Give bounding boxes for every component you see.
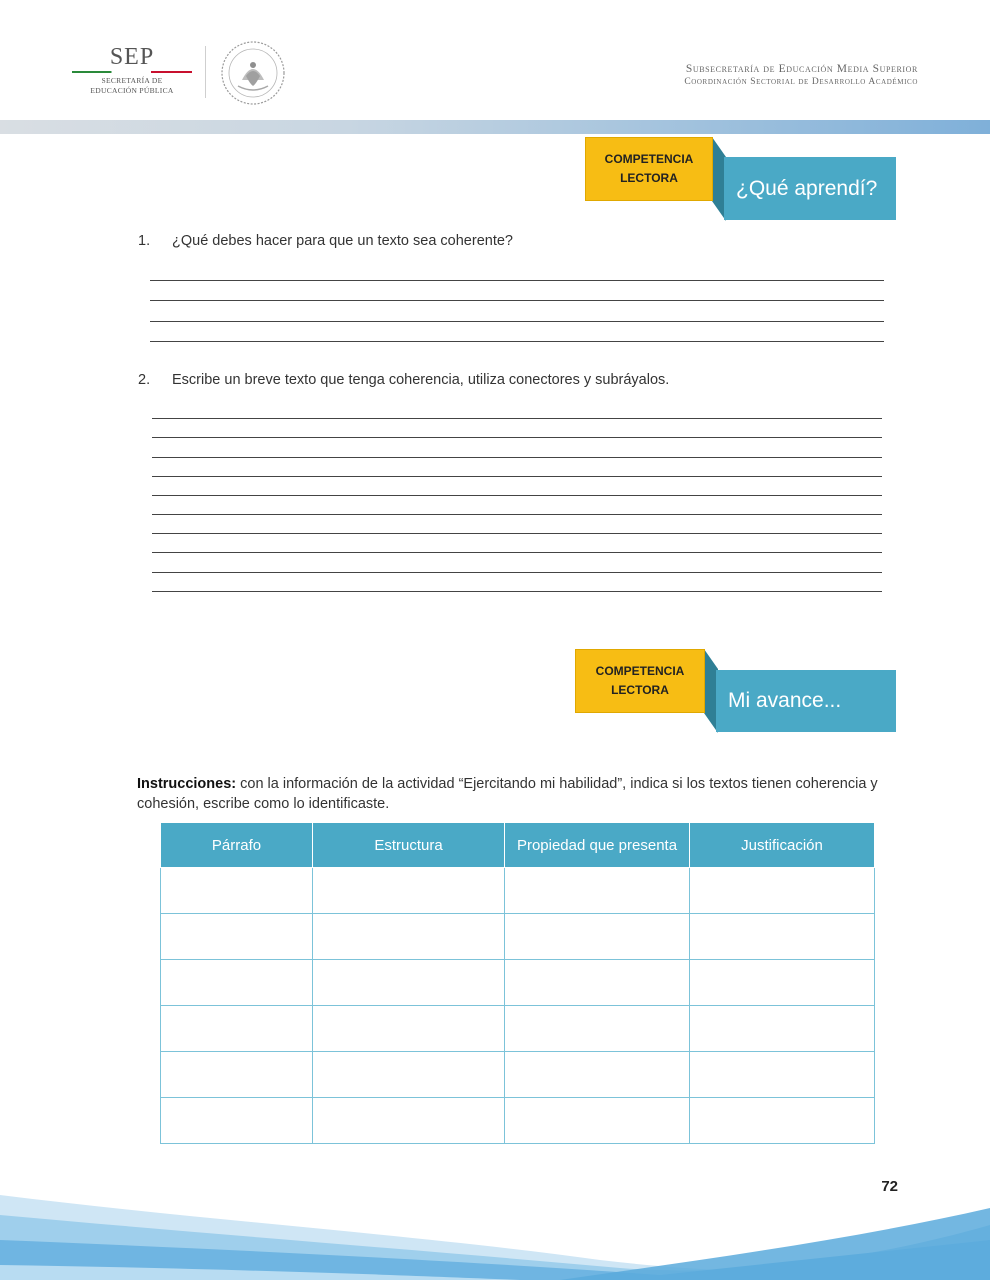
footer-waves	[0, 1180, 990, 1280]
flag-stripe	[72, 71, 192, 73]
table-cell[interactable]	[690, 1052, 875, 1098]
table-cell[interactable]	[505, 960, 690, 1006]
badge-label-line1: COMPETENCIA	[604, 152, 694, 166]
table-cell[interactable]	[161, 1098, 313, 1144]
answer-line[interactable]	[152, 572, 882, 573]
answer-line[interactable]	[152, 514, 882, 515]
header-band	[0, 120, 990, 134]
badge-title-text: ¿Qué aprendí?	[736, 176, 878, 200]
header-justificacion: Justificación	[690, 823, 875, 868]
answer-line[interactable]	[152, 457, 882, 458]
header-divider	[205, 46, 206, 98]
badge-competencia-lectora-2	[575, 649, 705, 713]
badge-label-line2: LECTORA	[611, 683, 669, 697]
answer-line[interactable]	[150, 280, 884, 281]
table-cell[interactable]	[690, 1006, 875, 1052]
badge-competencia-lectora-1	[585, 137, 713, 201]
table-cell[interactable]	[161, 960, 313, 1006]
table-cell[interactable]	[505, 868, 690, 914]
header-parrafo: Párrafo	[161, 823, 313, 868]
coordinacion-title: Coordinación Sectorial de Desarrollo Académico	[684, 77, 918, 87]
table-row	[161, 868, 875, 914]
table-cell[interactable]	[505, 914, 690, 960]
answer-line[interactable]	[152, 591, 882, 592]
answer-line[interactable]	[150, 321, 884, 322]
badge-title-mi-avance	[716, 670, 896, 732]
instructions-text: con la información de la actividad “Ejercitando mi habilidad”, indica si los textos tienen coherencia y cohesión, escribe como lo identificaste.	[137, 776, 878, 812]
page-number: 72	[881, 1178, 898, 1195]
question-number: 1.	[138, 233, 151, 249]
table-cell[interactable]	[690, 914, 875, 960]
table-cell[interactable]	[690, 960, 875, 1006]
table-cell[interactable]	[161, 868, 313, 914]
table-row	[161, 1052, 875, 1098]
answer-line[interactable]	[152, 476, 882, 477]
answer-line[interactable]	[150, 341, 884, 342]
answer-line[interactable]	[150, 300, 884, 301]
answer-line[interactable]	[152, 533, 882, 534]
question-text: Escribe un breve texto que tenga coherencia, utiliza conectores y subráyalos.	[172, 372, 670, 388]
table-cell[interactable]	[313, 914, 505, 960]
table-row	[161, 1006, 875, 1052]
table-row	[161, 914, 875, 960]
mexico-seal-icon	[220, 40, 286, 106]
badge-label-line2: LECTORA	[620, 171, 678, 185]
badge-label-line1: COMPETENCIA	[595, 664, 685, 678]
table-cell[interactable]	[313, 1006, 505, 1052]
table-cell[interactable]	[313, 1098, 505, 1144]
sep-logo-line1: SECRETARÍA DE	[101, 76, 163, 85]
question-number: 2.	[138, 372, 151, 388]
header-propiedad: Propiedad que presenta	[505, 823, 690, 868]
subsecretaria-title: Subsecretaría de Educación Media Superior	[685, 63, 918, 75]
table-cell[interactable]	[313, 960, 505, 1006]
table-cell[interactable]	[161, 1006, 313, 1052]
table-row	[161, 960, 875, 1006]
table-row	[161, 1098, 875, 1144]
table-cell[interactable]	[505, 1006, 690, 1052]
instructions-label: Instrucciones:	[137, 776, 237, 792]
table-cell[interactable]	[505, 1098, 690, 1144]
table-cell[interactable]	[690, 1098, 875, 1144]
table-cell[interactable]	[161, 1052, 313, 1098]
table-cell[interactable]	[313, 868, 505, 914]
answer-line[interactable]	[152, 552, 882, 553]
answer-line[interactable]	[152, 495, 882, 496]
answer-line[interactable]	[152, 437, 882, 438]
badge-title-que-aprendi	[724, 157, 896, 220]
evaluation-table	[160, 822, 875, 1144]
table-cell[interactable]	[161, 914, 313, 960]
sep-logo-line2: EDUCACIÓN PÚBLICA	[90, 86, 174, 95]
sub-header	[684, 62, 918, 88]
question-text: ¿Qué debes hacer para que un texto sea coherente?	[172, 233, 513, 249]
sep-logo-text: SEP	[109, 44, 155, 70]
question-1	[138, 233, 513, 249]
header-estructura: Estructura	[313, 823, 505, 868]
sep-logo	[72, 44, 192, 104]
table-cell[interactable]	[313, 1052, 505, 1098]
table-cell[interactable]	[690, 868, 875, 914]
instructions	[137, 774, 902, 814]
table-cell[interactable]	[505, 1052, 690, 1098]
question-2	[138, 372, 669, 388]
answer-line[interactable]	[152, 418, 882, 419]
table-header-row	[161, 823, 875, 868]
badge-title-text: Mi avance...	[728, 689, 842, 712]
